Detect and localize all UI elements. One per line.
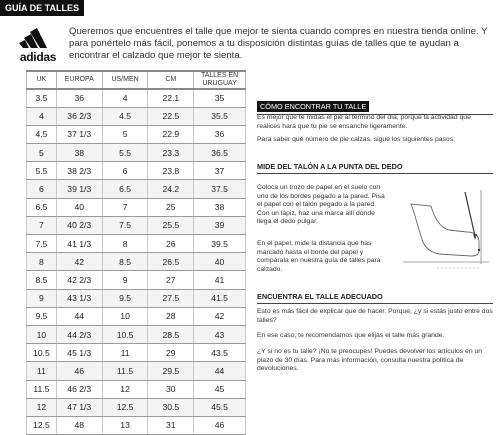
cell-uk: 5.5 — [27, 162, 57, 180]
cell-us-men: 9 — [102, 271, 148, 289]
cell-us-men: 7 — [102, 198, 148, 216]
cell-uk: 11 — [27, 362, 57, 380]
cell-cm: 26 — [148, 235, 194, 253]
cell-uk: 11.5 — [27, 380, 57, 398]
adidas-logo-icon — [14, 20, 62, 50]
fit-paragraph-2: En ese caso, te recomendamos que elijas el talle más grande. — [257, 332, 445, 339]
table-row — [27, 380, 246, 398]
measure-paragraph-1: Coloca un trozo de papel en el suelo con uno de los bordes pegado a la pared. Pisa el papel con el talón pegado a la pared. Con un lápiz, haz una marca allí donde llega el dedo pulgar. — [257, 184, 385, 226]
cell-cm: 23.8 — [148, 162, 194, 180]
cell-uruguay: 36 — [194, 125, 246, 143]
cell-uk: 7 — [27, 216, 57, 234]
cell-us-men: 11 — [102, 344, 148, 362]
cell-europa: 40 — [56, 198, 102, 216]
cell-europa: 46 — [56, 362, 102, 380]
cell-europa: 39 1/3 — [56, 180, 102, 198]
table-row — [27, 271, 246, 289]
cell-cm: 27 — [148, 271, 194, 289]
cell-us-men: 10 — [102, 307, 148, 325]
cell-europa: 44 — [56, 307, 102, 325]
howto-paragraph-2: Para saber qué número de pie calzas, sigue los siguientes pasos: — [257, 136, 455, 143]
cell-cm: 27.5 — [148, 289, 194, 307]
cell-us-men: 12.5 — [102, 398, 148, 416]
cell-uruguay: 40 — [194, 253, 246, 271]
cell-uk: 3.5 — [27, 89, 57, 107]
intro-text: Queremos que encuentres el talle que mejor te sienta cuando compres en nuestra tienda online. Y para ponértelo más fácil, ponemos a tu disposición distintas guías de talles que te ayudan a encontrar el calzado que mejor te sienta. — [69, 26, 488, 61]
cell-uk: 8.5 — [27, 271, 57, 289]
page-badge: GUÍA DE TALLES — [0, 0, 84, 16]
table-row — [27, 198, 246, 216]
cell-cm: 28 — [148, 307, 194, 325]
cell-uk: 4 — [27, 107, 57, 125]
cell-uk: 12.5 — [27, 416, 57, 434]
cell-europa: 43 1/3 — [56, 289, 102, 307]
table-row — [27, 362, 246, 380]
cell-europa: 36 2/3 — [56, 107, 102, 125]
cell-cm: 31 — [148, 416, 194, 434]
table-row — [27, 162, 246, 180]
cell-cm: 29.5 — [148, 362, 194, 380]
cell-uk: 8 — [27, 253, 57, 271]
size-table — [26, 70, 246, 435]
cell-us-men: 10.5 — [102, 325, 148, 343]
table-row — [27, 180, 246, 198]
cell-uk: 5 — [27, 144, 57, 162]
howto-paragraph-1: Es mejor que te midas el pie al termino del día, porque la actividad que realices hará que tu pie se ensanche ligeramente. — [257, 114, 471, 130]
table-row — [27, 89, 246, 107]
cell-uruguay: 45 — [194, 380, 246, 398]
col-us-men: US/MEN — [102, 71, 148, 89]
cell-uruguay: 41 — [194, 271, 246, 289]
cell-cm: 29 — [148, 344, 194, 362]
measure-title: MIDE DEL TALÓN A LA PUNTA DEL DEDO — [257, 162, 493, 174]
cell-cm: 25.5 — [148, 216, 194, 234]
cell-europa: 44 2/3 — [56, 325, 102, 343]
cell-europa: 41 1/3 — [56, 235, 102, 253]
col-uruguay: TALLES EN URUGUAY — [194, 71, 246, 89]
table-row — [27, 235, 246, 253]
cell-europa: 37 1/3 — [56, 125, 102, 143]
cell-europa: 38 — [56, 144, 102, 162]
cell-uruguay: 43 — [194, 325, 246, 343]
cell-uruguay: 43.5 — [194, 344, 246, 362]
cell-uruguay: 36.5 — [194, 144, 246, 162]
table-row — [27, 253, 246, 271]
cell-us-men: 4 — [102, 89, 148, 107]
size-table-body — [27, 89, 246, 435]
cell-europa: 45 1/3 — [56, 344, 102, 362]
cell-uruguay: 39 — [194, 216, 246, 234]
table-row — [27, 344, 246, 362]
cell-uk: 9.5 — [27, 307, 57, 325]
howto-title: CÓMO ENCONTRAR TU TALLE — [257, 101, 369, 112]
table-row — [27, 144, 246, 162]
table-row — [27, 289, 246, 307]
cell-uruguay: 45.5 — [194, 398, 246, 416]
cell-us-men: 9.5 — [102, 289, 148, 307]
cell-cm: 30.5 — [148, 398, 194, 416]
cell-uruguay: 35.5 — [194, 107, 246, 125]
cell-us-men: 5 — [102, 125, 148, 143]
cell-us-men: 11.5 — [102, 362, 148, 380]
cell-us-men: 7.5 — [102, 216, 148, 234]
cell-cm: 22.5 — [148, 107, 194, 125]
cell-uk: 4.5 — [27, 125, 57, 143]
cell-uk: 12 — [27, 398, 57, 416]
brand-logo — [14, 20, 62, 64]
cell-uruguay: 44 — [194, 362, 246, 380]
cell-cm: 26.5 — [148, 253, 194, 271]
cell-cm: 22.9 — [148, 125, 194, 143]
fit-paragraph-3: ¿Y si no es tu talle? ¡No te preocupes! Puedes devolver los artículos en un plazo de 30 días. Para más información, consulta nuestra política de devoluciones. — [257, 348, 483, 373]
table-row — [27, 325, 246, 343]
table-row — [27, 216, 246, 234]
foot-measure-illustration — [401, 184, 493, 276]
cell-cm: 22.1 — [148, 89, 194, 107]
table-row — [27, 107, 246, 125]
cell-europa: 46 2/3 — [56, 380, 102, 398]
cell-uruguay: 39.5 — [194, 235, 246, 253]
table-row — [27, 125, 246, 143]
fit-title: ENCUENTRA EL TALLE ADECUADO — [257, 292, 493, 304]
cell-us-men: 12 — [102, 380, 148, 398]
cell-uruguay: 35 — [194, 89, 246, 107]
measure-paragraph-2: En el papel, mide la distancia que has marcado hasta el borde del papel y compárala en nuestra guía de talles para calzado. — [257, 240, 381, 273]
cell-uruguay: 37.5 — [194, 180, 246, 198]
table-row — [27, 307, 246, 325]
cell-us-men: 13 — [102, 416, 148, 434]
cell-uruguay: 38 — [194, 198, 246, 216]
cell-uk: 7.5 — [27, 235, 57, 253]
cell-uruguay: 46 — [194, 416, 246, 434]
cell-us-men: 8.5 — [102, 253, 148, 271]
cell-uk: 10.5 — [27, 344, 57, 362]
cell-uk: 9 — [27, 289, 57, 307]
cell-europa: 42 — [56, 253, 102, 271]
cell-cm: 28.5 — [148, 325, 194, 343]
cell-us-men: 6.5 — [102, 180, 148, 198]
cell-uk: 6.5 — [27, 198, 57, 216]
col-europa: EUROPA — [56, 71, 102, 89]
cell-europa: 48 — [56, 416, 102, 434]
cell-europa: 40 2/3 — [56, 216, 102, 234]
col-cm: CM — [148, 71, 194, 89]
table-row — [27, 398, 246, 416]
cell-uruguay: 41.5 — [194, 289, 246, 307]
fit-paragraph-1: Esto es más fácil de explicar que de hacer. Porque, ¿y si estás justo entre dos talles? — [257, 308, 493, 324]
cell-us-men: 8 — [102, 235, 148, 253]
cell-cm: 24.2 — [148, 180, 194, 198]
size-table-header-row — [27, 71, 246, 89]
cell-us-men: 5.5 — [102, 144, 148, 162]
cell-uk: 6 — [27, 180, 57, 198]
col-uk: UK — [27, 71, 57, 89]
measure-section — [257, 184, 493, 282]
cell-cm: 30 — [148, 380, 194, 398]
cell-uruguay: 37 — [194, 162, 246, 180]
cell-us-men: 6 — [102, 162, 148, 180]
cell-cm: 23.3 — [148, 144, 194, 162]
cell-europa: 42 2/3 — [56, 271, 102, 289]
cell-europa: 36 — [56, 89, 102, 107]
cell-europa: 38 2/3 — [56, 162, 102, 180]
cell-uruguay: 42 — [194, 307, 246, 325]
table-row — [27, 416, 246, 434]
cell-us-men: 4.5 — [102, 107, 148, 125]
cell-europa: 47 1/3 — [56, 398, 102, 416]
brand-wordmark: adidas — [19, 50, 57, 64]
cell-cm: 25 — [148, 198, 194, 216]
cell-uk: 10 — [27, 325, 57, 343]
